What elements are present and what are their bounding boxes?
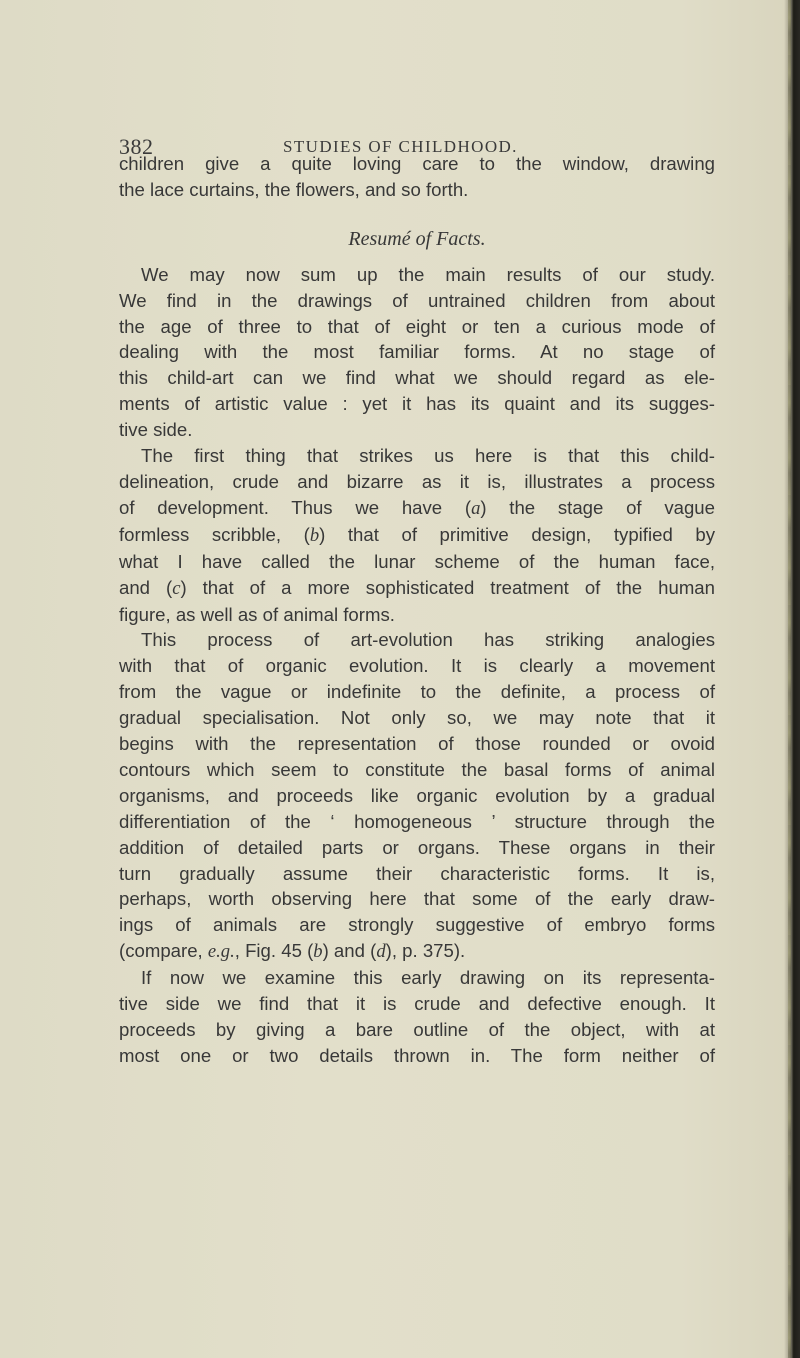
body-text	[119, 151, 715, 1069]
text-line: this child-art can we find what we should regard as ele-	[119, 367, 715, 389]
italic-abbrev: e.g.	[207, 941, 235, 963]
text-line: contours which seem to constitute the basal forms of animal	[119, 758, 715, 780]
text-line: addition of detailed parts or organs. These organs in their	[119, 836, 715, 858]
text-line: perhaps, worth observing here that some of the early draw-	[119, 888, 715, 910]
text-line: with that of organic evolution. It is clearly a movement	[119, 655, 715, 677]
text-line: ments of artistic value : yet it has its quaint and its sugges-	[119, 393, 715, 415]
text-line	[119, 495, 715, 522]
italic-letter: c	[172, 577, 181, 599]
text-run: and (	[119, 576, 173, 598]
text-run: ) the stage of vague	[480, 496, 715, 518]
text-run: ) and (	[322, 940, 377, 962]
text-line: most one or two details thrown in. The form neither of	[119, 1044, 715, 1066]
text-line	[119, 522, 715, 549]
text-line	[119, 938, 715, 965]
text-line: If now we examine this early drawing on its representa-	[141, 967, 715, 989]
text-line: tive side we find that it is crude and defective enough. It	[119, 993, 715, 1015]
text-line: turn gradually assume their characteristic forms. It is,	[119, 862, 715, 884]
text-run: , Fig. 45 (	[234, 940, 314, 962]
text-line: from the vague or indefinite to the definite, a process of	[119, 681, 715, 703]
text-line: figure, as well as of animal forms.	[119, 603, 395, 625]
text-line: tive side.	[119, 419, 193, 441]
italic-letter: a	[471, 497, 481, 519]
text-line: We find in the drawings of untrained children from about	[119, 289, 715, 311]
section-title: Resumé of Facts.	[348, 227, 486, 250]
text-line: children give a quite loving care to the window, drawing	[119, 153, 715, 174]
text-run: (compare,	[119, 940, 208, 962]
text-line: proceeds by giving a bare outline of the object, with at	[119, 1019, 715, 1040]
text-line: differentiation of the ‘ homogeneous ’ structure through the	[119, 810, 715, 832]
text-run: formless scribble, (	[119, 523, 310, 545]
italic-letter: b	[309, 524, 320, 546]
text-run: ), p. 375).	[385, 940, 466, 962]
text-line: ings of animals are strongly suggestive of embryo forms	[119, 914, 715, 936]
italic-letter: d	[376, 941, 386, 963]
text-line: gradual specialisation. Not only so, we may note that it	[119, 707, 715, 729]
text-run: ) that of primitive design, typified by	[319, 523, 715, 545]
text-line: what I have called the lunar scheme of the human face,	[119, 550, 715, 572]
text-line: begins with the representation of those rounded or ovoid	[119, 733, 715, 755]
page-edge-shadow	[784, 0, 800, 1358]
text-line: organisms, and proceeds like organic evolution by a gradual	[119, 784, 715, 806]
page-number: 382	[119, 134, 154, 159]
italic-letter: b	[313, 941, 323, 963]
text-line: the age of three to that of eight or ten a curious mode of	[119, 315, 715, 337]
text-run: ) that of a more sophisticated treatment of the human	[180, 576, 715, 598]
text-run: of development. Thus we have (	[119, 496, 472, 518]
text-line: dealing with the most familiar forms. At no stage of	[119, 341, 715, 363]
running-head: STUDIES OF CHILDHOOD.	[283, 137, 518, 156]
text-line: the lace curtains, the flowers, and so forth.	[119, 178, 469, 200]
text-line: delineation, crude and bizarre as it is, illustrates a process	[119, 470, 715, 492]
text-line	[119, 575, 715, 602]
text-line: We may now sum up the main results of our study.	[141, 263, 715, 285]
text-line: This process of art-evolution has striking analogies	[141, 629, 715, 651]
text-line: The first thing that strikes us here is that this child-	[141, 445, 715, 467]
